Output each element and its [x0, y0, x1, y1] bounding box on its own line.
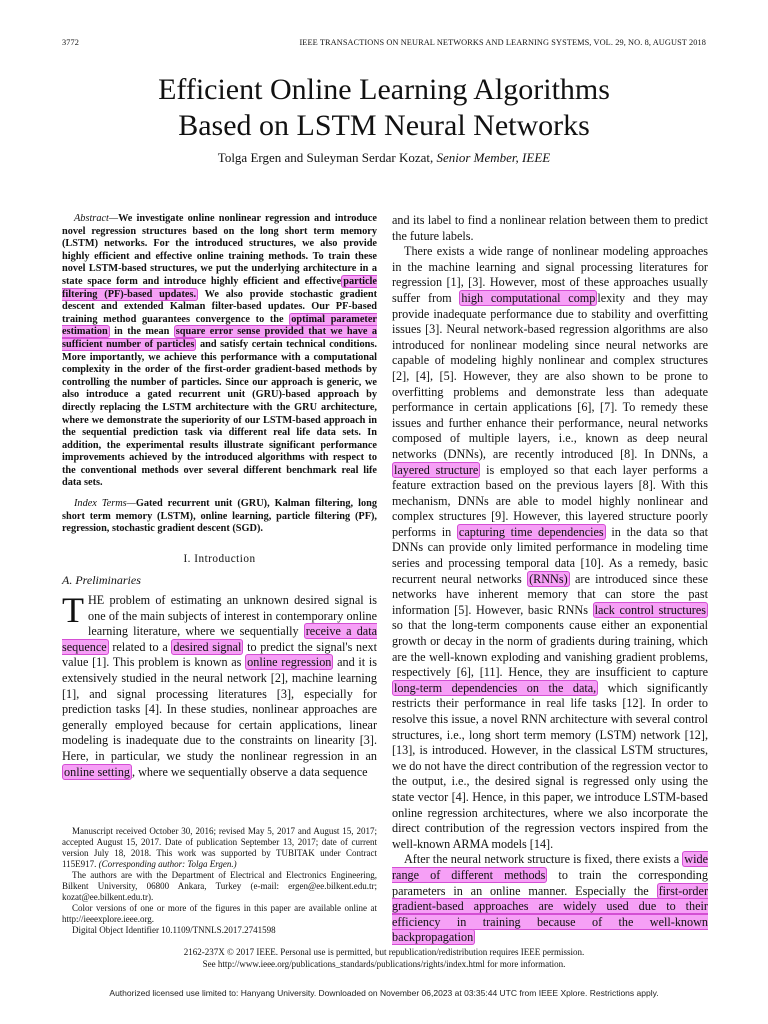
license-watermark: Authorized licensed use limited to: Hanyang University. Downloaded on November 06,2023 at 03:35:44 UTC from IEEE Xplore. Restrictions apply. — [109, 988, 659, 998]
footnote-affiliation: The authors are with the Department of Electrical and Electronics Engineering, Bilkent University, 06800 Ankara, Turkey (e-mail: ergen@ee.bilkent.edu.tr; kozat@ee.bilkent.edu.tr). — [62, 870, 377, 902]
running-header: IEEE TRANSACTIONS ON NEURAL NETWORKS AND LEARNING SYSTEMS, VOL. 29, NO. 8, AUGUST 2018 — [299, 38, 706, 47]
subsection-heading: A. Preliminaries — [62, 573, 141, 588]
author-line — [0, 150, 768, 166]
body-text: is employed so that each layer performs a feature extraction based on the previous layers [8]. With this mechanism, DNNs are able to model highly nonlinear and complex structures [9]. However, this layered structure poorly performs in — [392, 462, 709, 539]
drop-cap: T — [62, 590, 84, 631]
abstract-label: Abstract— — [74, 213, 119, 224]
body-paragraph: and its label to find a nonlinear relation between them to predict the future labels. — [392, 213, 708, 243]
highlight[interactable]: high computational comp — [461, 290, 596, 305]
abstract-text: in the mean — [109, 326, 170, 338]
highlight[interactable]: desired signal — [173, 639, 242, 654]
permissions-link[interactable]: See http://www.ieee.org/publications_standards/publications/rights/index.html for more information. — [202, 959, 566, 969]
highlight[interactable]: lack control structures — [594, 602, 706, 617]
body-paragraph — [392, 244, 708, 852]
body-text: There exists a wide range of nonlinear modeling approaches in the machine learning and signal processing literatures for regression [1], [3]. However, most of these approaches usually suffer from — [392, 244, 708, 305]
highlight[interactable]: long-term dependencies on the data, — [394, 680, 597, 695]
body-text: and it is extensively studied in the neural network [2], machine learning [1], and signal processing literatures [3], especially for prediction tasks [4]. In these studies, nonlinear approaches are generally employed because for certain applications, linear modeling is inadequate due to the constraints on linearity [3]. Here, in particular, we study the nonlinear regression in an — [62, 655, 378, 763]
highlight[interactable]: capturing time dependencies — [458, 524, 604, 539]
highlight[interactable]: optimal parameter estimation — [62, 313, 378, 338]
footnote-color: Color versions of one or more of the figures in this paper are available online at http://ieeexplore.ieee.org. — [62, 903, 377, 924]
body-text: After the neural network structure is fixed, there exists a — [404, 852, 683, 867]
body-text: related to a — [108, 639, 172, 654]
authors: Tolga Ergen and Suleyman Serdar Kozat, — [217, 150, 434, 165]
body-text: so that the long-term components cause either an exponential growth or decay in the norm of gradients during training, which are the well-known exploding and vanishing gradient problems, respectively [6], [11]. Hence, they are insufficient to capture — [392, 618, 708, 680]
body-text: are introduced since these networks have inherent memory that can store the past information [5]. However, basic RNNs — [392, 571, 708, 617]
body-text: in the data so that DNNs can provide only limited performance in modeling time series and processing temporal data [10]. As a remedy, basic recurrent neural networks — [392, 524, 709, 586]
index-terms-text: Gated recurrent unit (GRU), Kalman filtering, long short term memory (LSTM), online learning, particle filtering (PF), regression, stochastic gradient descent (SGD). — [62, 498, 377, 535]
corresponding-author: (Corresponding author: Tolga Ergen.) — [98, 859, 237, 869]
title-line-2: Based on LSTM Neural Networks — [178, 109, 590, 142]
title-line-1: Efficient Online Learning Algorithms — [158, 73, 610, 106]
index-terms — [62, 498, 377, 536]
body-text: , where we sequentially observe a data sequence — [132, 764, 368, 779]
body-paragraph — [392, 852, 708, 946]
footnote-text: Manuscript received October 30, 2016; revised May 5, 2017 and August 15, 2017; accepted August 15, 2017. Date of publication September 13, 2017; date of current version July 18, 2018. This work was supported by TUBITAK under Contract 115E917. — [62, 826, 377, 869]
right-column — [392, 213, 708, 946]
footnotes — [62, 826, 377, 936]
highlight[interactable]: online setting — [64, 764, 131, 779]
copyright-line: 2162-237X © 2017 IEEE. Personal use is permitted, but republication/redistribution requires IEEE permission. — [183, 947, 585, 957]
footnote-doi: Digital Object Identifier 10.1109/TNNLS.2017.2741598 — [72, 925, 276, 935]
highlight[interactable]: layered structure — [394, 462, 479, 477]
intro-paragraph — [62, 590, 378, 780]
highlight[interactable]: receive a data sequence — [62, 624, 377, 654]
copyright-notice — [0, 946, 768, 970]
section-heading: I. Introduction — [183, 552, 256, 565]
footnote-manuscript — [62, 826, 377, 870]
body-text: which significantly restricts their performance in real life tasks [12]. In order to resolve this issue, a novel RNN architecture with several control structures, i.e., long short term memory (LSTM) network [12], [13], is introduced. However, in the classical LSTM structures, we do not have the direct contribution of the regression vector to the output, i.e., the desired signal is regressed only using the state vector [4]. Hence, in this paper, we introduce LSTM-based online regression architectures, where we also incorporate the direct contribution of the regression vectors inspired from the well-known ARMA models [14]. — [392, 680, 708, 851]
highlight[interactable]: particle filtering (PF)-based updates. — [62, 275, 377, 300]
left-column — [62, 213, 377, 780]
body-text: to predict the signal's next value [1]. This problem is known as — [62, 639, 377, 670]
author-role: Senior Member, IEEE — [436, 150, 551, 165]
body-text: HE problem of estimating an unknown desired signal is one of the main subjects of interest in contemporary online learning literature, where we sequentially — [88, 593, 377, 639]
page-number: 3772 — [62, 38, 79, 47]
highlight[interactable]: (RNNs) — [529, 571, 568, 586]
abstract-text: We also provide stochastic gradient descent and extended Kalman filter-based updates. Our PF-based training method guarantees convergence to the — [62, 288, 377, 325]
highlight[interactable]: square error sense provided that we have a sufficient number of particles — [62, 326, 378, 350]
index-terms-label: Index Terms— — [74, 498, 136, 510]
abstract-text: and satisfy certain technical conditions. More importantly, we achieve this performance with a computational complexity in the order of the first-order gradient-based methods by controlling the number of particles. Since our approach is generic, we also introduce a gated recurrent unit (GRU)-based approach by directly replacing the LSTM architecture with the GRU architecture, where we demonstrate the superiority of our LSTM-based approach in the sequential prediction task via different real life data sets. In addition, the experimental results illustrate significant performance improvements achieved by the introduced algorithms with respect to the conventional methods over several different benchmark real life data sets. — [62, 338, 377, 489]
paper-title — [0, 72, 768, 144]
body-text: lexity and they may provide inadequate performance due to stability and overfitting issues [3]. Neural network-based regression algorithms are also introduced for nonlinear modeling since neural networks are capable of modeling highly nonlinear and complex structures [2], [4], [5]. However, they are also shown to be prone to overfitting problems and demonstrate less than adequate performance in certain applications [6], [7]. To remedy these issues and further enhance their performance, neural networks composed of multiple layers, i.e., known as deep neural networks (DNNs), are recently introduced [8]. In DNNs, a — [392, 290, 708, 461]
highlight[interactable]: wide range of different methods — [392, 852, 708, 882]
abstract — [62, 213, 377, 536]
highlight[interactable]: first-order gradient-based approaches are widely used due to their efficiency in training because of the well-known backpropagation — [392, 883, 708, 945]
highlight[interactable]: online regression — [247, 655, 332, 670]
abstract-text: We investigate online nonlinear regression and introduce novel regression structures based on the long short term memory (LSTM) networks. For the introduced structures, we also provide highly efficient and effective online training methods. To train these novel LSTM-based structures, we put the underlying architecture in a state space form and introduce highly efficient and effective — [62, 213, 377, 287]
body-text: to train the corresponding parameters in an online manner. Especially the — [392, 867, 708, 898]
